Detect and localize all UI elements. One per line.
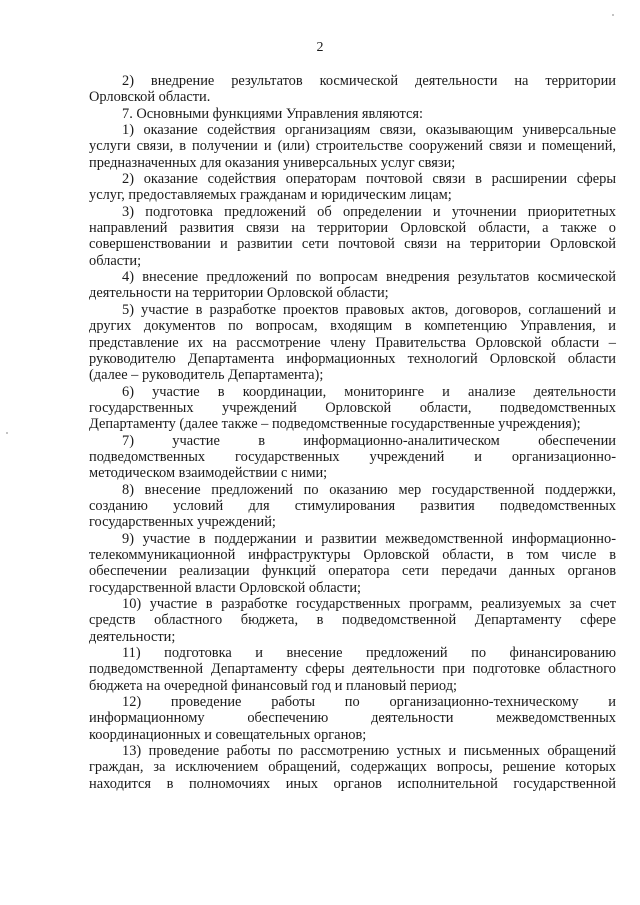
text-line: услуги связи, в получении и (или) строительстве сооружений связи и помещений, xyxy=(89,138,616,155)
paragraph-f10 xyxy=(89,596,616,645)
paragraph-f5 xyxy=(89,302,616,384)
text-line: граждан, за исключением обращений, содержащих вопросы, решение которых xyxy=(89,759,616,776)
paragraph-f2 xyxy=(89,171,616,204)
text-line: государственных учреждений Орловской области, подведомственных xyxy=(89,399,616,416)
paragraph-f3 xyxy=(89,204,616,269)
paragraph-f7 xyxy=(89,433,616,482)
text-line: области; xyxy=(89,252,142,269)
text-line: услуг, предоставляемых гражданам и юридическим лицам; xyxy=(89,187,452,204)
text-line: (далее – руководитель Департамента); xyxy=(89,367,324,384)
text-line: созданию условий для стимулирования развития подведомственных xyxy=(89,497,616,514)
paragraph-f8 xyxy=(89,482,616,531)
text-line: 7. Основными функциями Управления являются: xyxy=(122,105,423,122)
text-line: подведомственных государственных учреждений и организационно- xyxy=(89,448,616,465)
text-line: 5) участие в разработке проектов правовых актов, договоров, соглашений и xyxy=(122,301,616,318)
text-line: Орловской области. xyxy=(89,89,211,106)
page-number: 2 xyxy=(316,40,324,55)
text-line: 12) проведение работы по организационно-техническому и xyxy=(122,694,616,711)
text-line: государственной власти Орловской области; xyxy=(89,579,362,596)
text-line: 13) проведение работы по рассмотрению устных и письменных обращений xyxy=(122,743,616,760)
paragraph-p2 xyxy=(89,73,616,106)
text-line: 10) участие в разработке государственных программ, реализуемых за счет xyxy=(122,596,616,612)
paragraph-f4 xyxy=(89,269,616,302)
text-line: методическом взаимодействии с ними; xyxy=(89,465,328,482)
text-line: бюджета на очередной финансовый год и плановый период; xyxy=(89,677,458,694)
text-line: 3) подготовка предложений об определении и уточнении приоритетных xyxy=(122,203,616,220)
text-line: государственных учреждений; xyxy=(89,514,276,531)
text-line: 1) оказание содействия организациям связи, оказывающим универсальные xyxy=(122,122,616,139)
text-line: представление их на рассмотрение члену Правительства Орловской области – xyxy=(89,334,616,351)
text-line: 9) участие в поддержании и развитии межведомственной информационно- xyxy=(122,530,616,547)
text-line: деятельности; xyxy=(89,628,176,645)
text-line: предназначенных для оказания универсальных услуг связи; xyxy=(89,154,456,171)
text-line: находится в полномочиях иных органов исполнительной государственной xyxy=(89,775,616,792)
scan-speck xyxy=(6,432,8,434)
text-line: информационному обеспечению деятельности межведомственных xyxy=(89,710,616,727)
text-line: координационных и совещательных органов; xyxy=(89,726,367,743)
text-line: средств областного бюджета, в подведомственной Департаменту сфере xyxy=(89,612,616,629)
text-line: телекоммуникационной инфраструктуры Орловской области, в том числе в xyxy=(89,546,616,563)
paragraph-f13 xyxy=(89,743,616,792)
text-line: других документов по вопросам, входящим в компетенцию Управления, и xyxy=(89,318,616,335)
text-line: руководителю Департамента информационных технологий Орловской области xyxy=(89,350,616,367)
text-line: 6) участие в координации, мониторинге и анализе деятельности xyxy=(122,383,616,400)
paragraph-f6 xyxy=(89,384,616,433)
text-line: 2) внедрение результатов космической деятельности на территории xyxy=(122,73,616,89)
text-line: 4) внесение предложений по вопросам внедрения результатов космической xyxy=(122,269,616,286)
paragraph-f11 xyxy=(89,645,616,694)
text-line: деятельности на территории Орловской области; xyxy=(89,285,389,302)
text-line: 2) оказание содействия операторам почтовой связи в расширении сферы xyxy=(122,171,616,188)
document-body xyxy=(89,73,616,792)
paragraph-f1 xyxy=(89,122,616,171)
text-line: 8) внесение предложений по оказанию мер государственной поддержки, xyxy=(122,481,616,498)
text-line: Департаменту (далее также – подведомственные государственные учреждения); xyxy=(89,416,581,433)
text-line: направлений развития связи на территории Орловской области, а также о xyxy=(89,220,616,237)
text-line: 7) участие в информационно-аналитическом обеспечении xyxy=(122,432,616,449)
text-line: подведомственной Департаменту сферы деятельности при подготовке областного xyxy=(89,661,616,678)
text-line: обеспечении реализации функций оператора сети передачи данных органов xyxy=(89,563,616,580)
scan-speck xyxy=(612,14,614,16)
text-line: 11) подготовка и внесение предложений по финансированию xyxy=(122,645,616,662)
paragraph-f9 xyxy=(89,531,616,596)
text-line: совершенствовании и развитии сети почтовой связи на территории Орловской xyxy=(89,236,616,253)
paragraph-p7 xyxy=(89,106,616,122)
paragraph-f12 xyxy=(89,694,616,743)
